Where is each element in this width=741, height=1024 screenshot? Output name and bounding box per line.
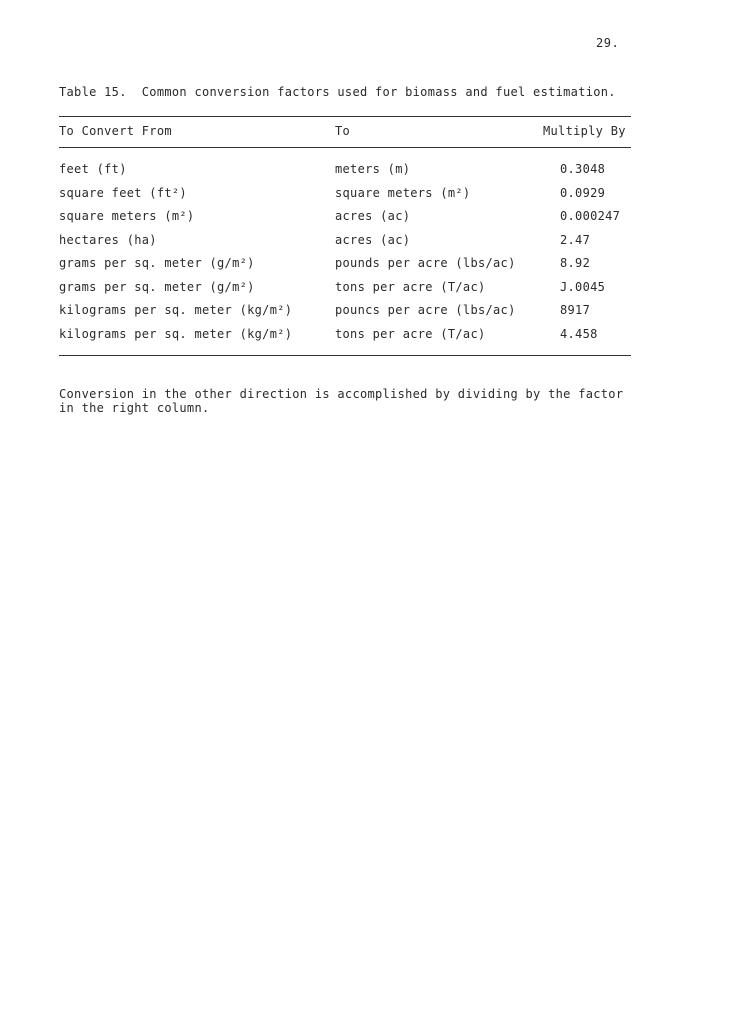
table-body — [59, 162, 631, 350]
cell-multiply: J.0045 — [560, 279, 606, 294]
table-row — [59, 186, 631, 210]
cell-from: hectares (ha) — [59, 232, 157, 247]
table-row — [59, 209, 631, 233]
table-row — [59, 280, 631, 304]
cell-to: square meters (m²) — [335, 185, 471, 200]
cell-multiply: 2.47 — [560, 232, 591, 247]
cell-multiply: 4.458 — [560, 326, 598, 341]
cell-multiply: 8.92 — [560, 256, 591, 270]
header-multiply-by: Multiply By — [543, 124, 626, 138]
note-line: Conversion in the other direction is accomplished by dividing by the factor — [59, 387, 624, 401]
header-convert-from: To Convert From — [59, 124, 172, 138]
table-top-rule — [59, 116, 631, 117]
cell-to: acres (ac) — [335, 232, 411, 247]
cell-multiply: 0.0929 — [560, 185, 606, 200]
cell-multiply: 8917 — [560, 303, 591, 317]
cell-to: tons per acre (T/ac) — [335, 326, 486, 341]
cell-to: tons per acre (T/ac) — [335, 279, 486, 294]
cell-to: meters (m) — [335, 162, 411, 176]
table-row — [59, 162, 631, 186]
cell-multiply: 0.3048 — [560, 162, 606, 176]
cell-multiply: 0.000247 — [560, 209, 621, 223]
note-line: in the right column. — [59, 401, 210, 415]
cell-from: square feet (ft²) — [59, 185, 187, 200]
cell-to: pouncs per acre (lbs/ac) — [335, 303, 516, 317]
table-header-rule — [59, 147, 631, 148]
cell-from: grams per sq. meter (g/m²) — [59, 256, 255, 270]
cell-to: acres (ac) — [335, 209, 411, 223]
page-number: 29. — [596, 36, 620, 50]
cell-from: feet (ft) — [59, 162, 127, 176]
table-row — [59, 233, 631, 257]
cell-from: kilograms per sq. meter (kg/m²) — [59, 303, 293, 317]
cell-from: kilograms per sq. meter (kg/m²) — [59, 326, 293, 341]
header-to: To — [335, 124, 351, 138]
table-row — [59, 327, 631, 351]
conversion-note — [59, 387, 649, 415]
table-bottom-rule — [59, 355, 631, 356]
cell-from: grams per sq. meter (g/m²) — [59, 279, 255, 294]
table-row — [59, 256, 631, 280]
table-row — [59, 303, 631, 327]
table-caption: Table 15. Common conversion factors used for biomass and fuel estimation. — [59, 85, 616, 99]
cell-from: square meters (m²) — [59, 209, 195, 223]
cell-to: pounds per acre (lbs/ac) — [335, 256, 516, 270]
